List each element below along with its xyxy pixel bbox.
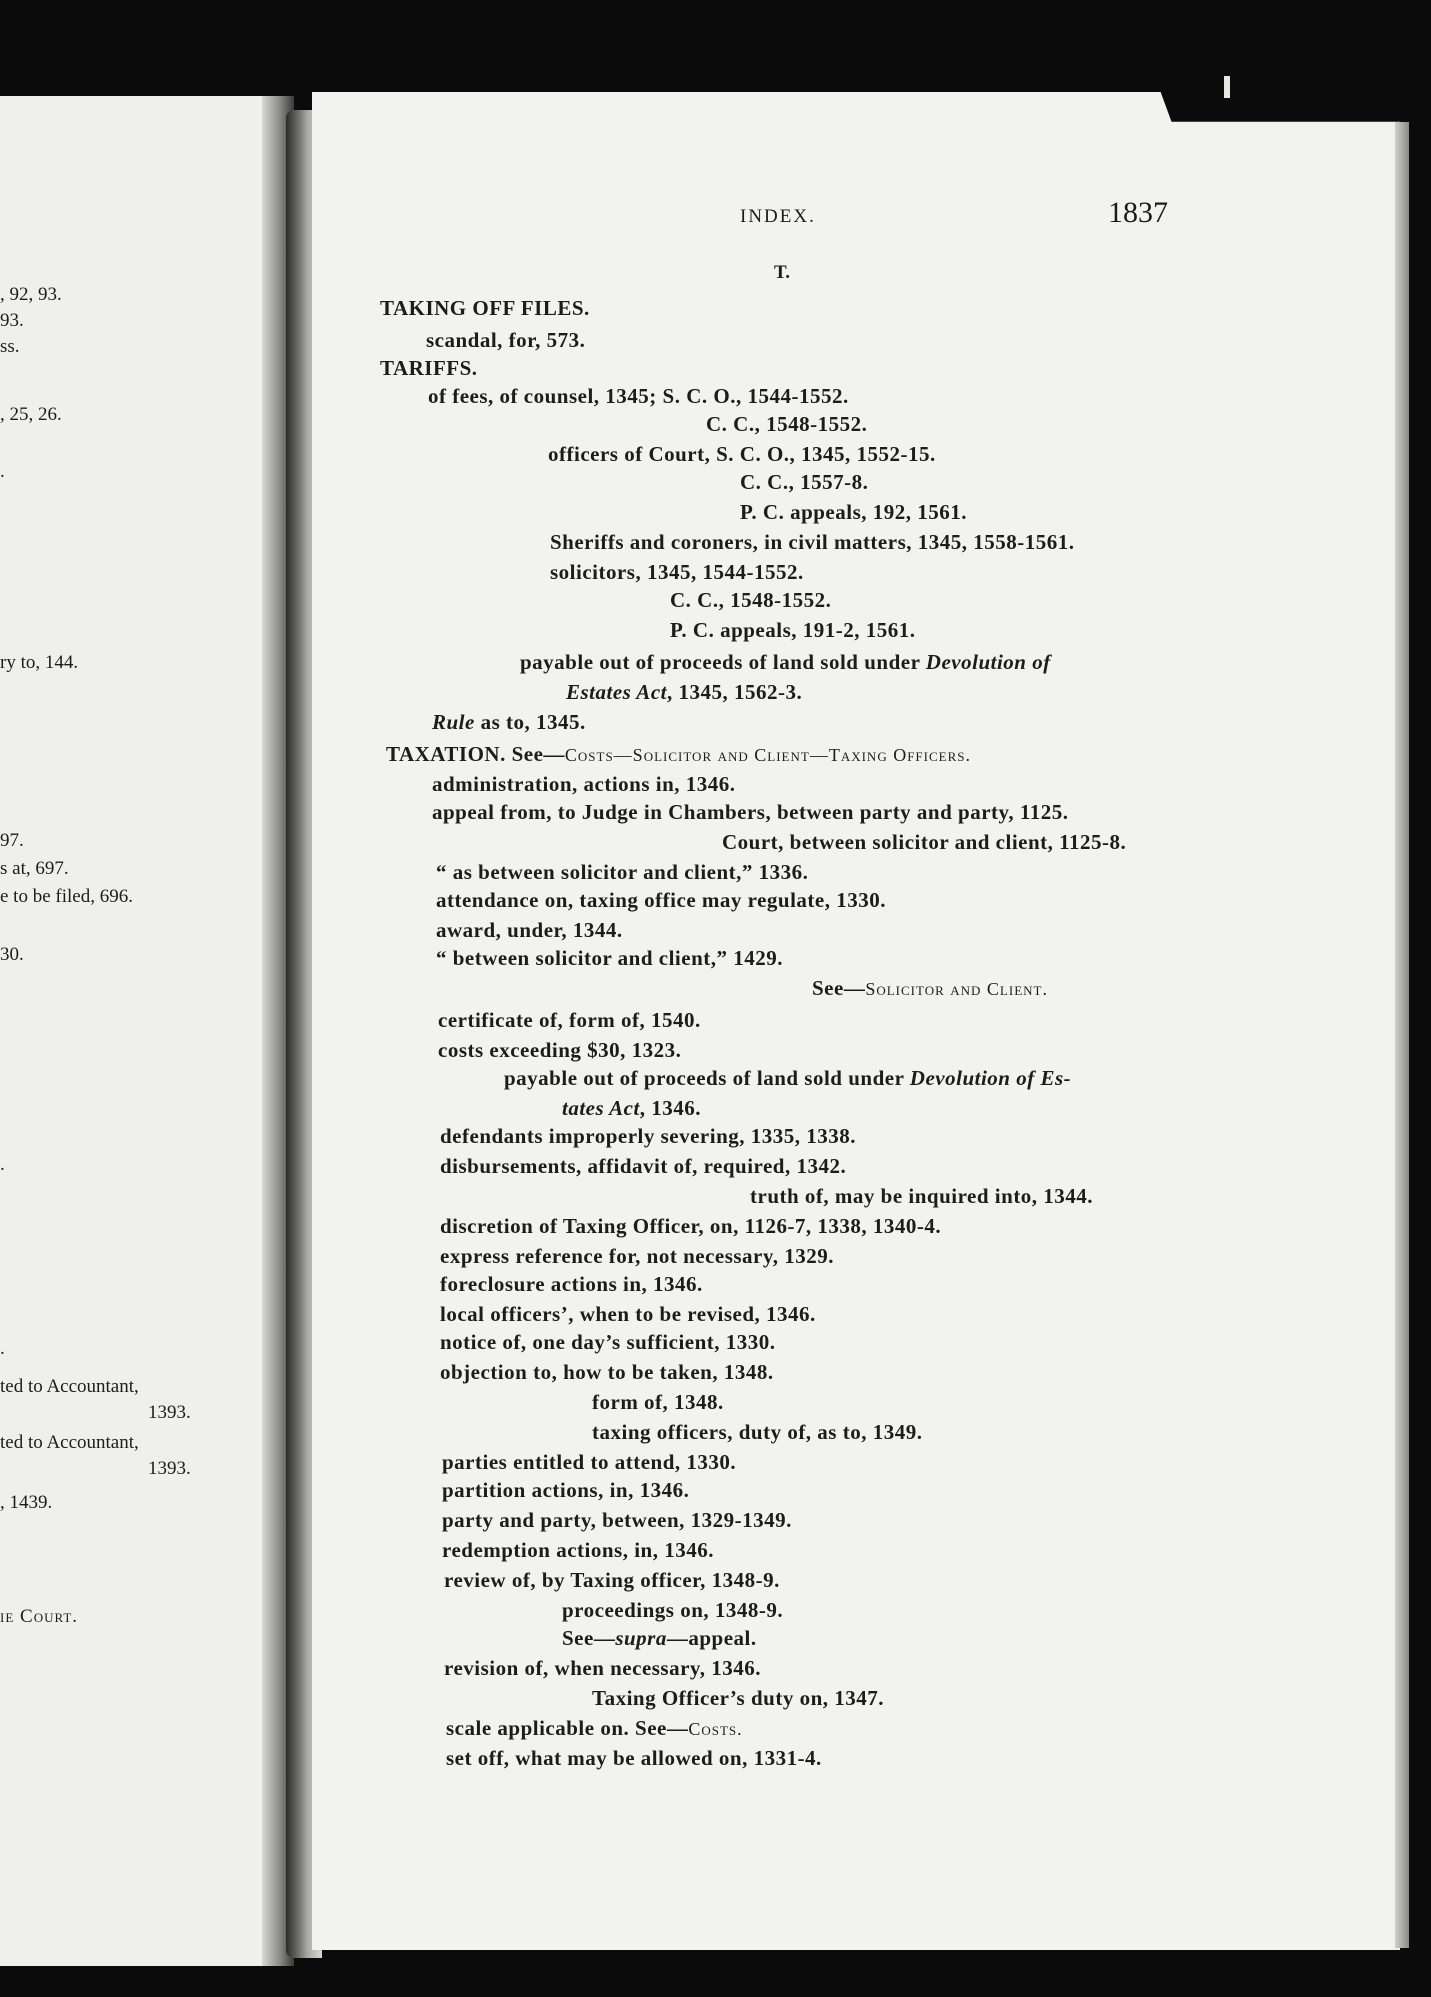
entry-italic: supra <box>615 1626 667 1650</box>
entry-text: costs exceeding $30, 1323. <box>438 1038 682 1062</box>
entry-text: Court, between solicitor and client, 1125-8. <box>722 830 1127 854</box>
entry-text: form of, 1348. <box>592 1390 724 1414</box>
entry-text: review of, by Taxing officer, 1348-9. <box>444 1568 780 1592</box>
entry-text: scandal, for, 573. <box>426 328 586 352</box>
entry-text: partition actions, in, 1346. <box>442 1478 690 1502</box>
left-line: 1393. <box>148 1458 191 1479</box>
index-entry <box>812 976 1048 1001</box>
index-entry <box>432 772 736 797</box>
index-entry <box>670 618 916 643</box>
index-entry <box>520 650 1051 675</box>
left-line: s at, 697. <box>0 858 69 879</box>
left-line: . <box>0 461 5 482</box>
entry-pre: payable out of proceeds of land sold under <box>504 1066 910 1090</box>
index-entry <box>442 1508 792 1533</box>
entry-sc: Costs. <box>688 1719 743 1739</box>
index-entry <box>440 1330 776 1355</box>
left-line: 97. <box>0 830 24 851</box>
left-page <box>0 96 282 1966</box>
entry-text: C. C., 1557-8. <box>740 470 869 494</box>
entry-text: P. C. appeals, 191-2, 1561. <box>670 618 916 642</box>
index-entry <box>440 1272 703 1297</box>
index-entry <box>438 1038 681 1063</box>
index-entry <box>426 328 585 353</box>
entry-pre: See— <box>812 976 866 1000</box>
left-line: , 1439. <box>0 1492 53 1513</box>
section-letter: T. <box>774 262 791 283</box>
index-entry <box>706 412 867 437</box>
index-entry <box>548 442 936 467</box>
page-number: 1837 <box>1108 196 1168 229</box>
index-entry <box>550 530 1074 555</box>
index-entry <box>446 1716 743 1741</box>
entry-pre: See— <box>562 1626 616 1650</box>
index-entry <box>436 918 623 943</box>
entry-text: truth of, may be inquired into, 1344. <box>750 1184 1094 1208</box>
index-entry <box>592 1390 724 1415</box>
entry-text: of fees, of counsel, 1345; S. C. O., 1544-1552. <box>428 384 849 408</box>
entry-text: solicitors, 1345, 1544-1552. <box>550 560 804 584</box>
entry-text: attendance on, taxing office may regulate, 1330. <box>436 888 886 912</box>
entry-pre: payable out of proceeds of land sold under <box>520 650 926 674</box>
index-entry <box>562 1626 757 1651</box>
entry-italic: Devolution of <box>925 650 1051 674</box>
index-entry <box>440 1244 834 1269</box>
entry-italic: Estates Act <box>566 680 667 704</box>
entry-text: foreclosure actions in, 1346. <box>440 1272 703 1296</box>
index-entry <box>440 1360 774 1385</box>
index-entry <box>380 296 590 321</box>
entry-text: “ between solicitor and client,” 1429. <box>436 946 784 970</box>
index-entry <box>432 800 1068 825</box>
entry-text: P. C. appeals, 192, 1561. <box>740 500 968 524</box>
entry-text: certificate of, form of, 1540. <box>438 1008 701 1032</box>
entry-italic: Devolution of Es- <box>909 1066 1072 1090</box>
index-entry <box>670 588 831 613</box>
index-entry <box>562 1598 783 1623</box>
index-entry <box>440 1154 846 1179</box>
entry-post: , 1346. <box>639 1096 702 1120</box>
entry-text: C. C., 1548-1552. <box>670 588 832 612</box>
entry-text: revision of, when necessary, 1346. <box>444 1656 762 1680</box>
index-entry <box>442 1538 714 1563</box>
entry-text: Taxing Officer’s duty on, 1347. <box>592 1686 885 1710</box>
left-line: , 25, 26. <box>0 404 62 425</box>
entry-italic: tates Act <box>562 1096 640 1120</box>
index-entry <box>386 742 971 767</box>
index-entry <box>380 356 478 381</box>
index-entry <box>438 1008 701 1033</box>
entry-text: proceedings on, 1348-9. <box>562 1598 784 1622</box>
running-header: INDEX. <box>740 206 816 227</box>
entry-post: —appeal. <box>666 1626 757 1650</box>
index-entry <box>566 680 802 705</box>
left-line: ry to, 144. <box>0 652 79 673</box>
entry-text: discretion of Taxing Officer, on, 1126-7, 1338, 1340-4. <box>440 1214 942 1238</box>
index-entry <box>740 500 967 525</box>
index-entry <box>562 1096 701 1121</box>
index-entry <box>444 1656 761 1681</box>
index-entry <box>504 1066 1071 1091</box>
left-line: 30. <box>0 944 24 965</box>
index-entry <box>550 560 804 585</box>
left-line: e to be filed, 696. <box>0 886 133 907</box>
entry-pre: scale applicable on. See— <box>446 1716 689 1740</box>
left-line: . <box>0 1338 5 1359</box>
entry-text: local officers’, when to be revised, 1346. <box>440 1302 816 1326</box>
index-entry <box>440 1214 941 1239</box>
page-edge <box>1395 122 1409 1948</box>
left-line: , 92, 93. <box>0 284 62 305</box>
entry-text: disbursements, affidavit of, required, 1342. <box>440 1154 847 1178</box>
entry-text: taxing officers, duty of, as to, 1349. <box>592 1420 923 1444</box>
index-entry <box>446 1746 822 1771</box>
left-line: ted to Accountant, <box>0 1432 139 1453</box>
entry-text: “ as between solicitor and client,” 1336. <box>436 860 809 884</box>
left-line: ie Court. <box>0 1606 79 1627</box>
entry-text: redemption actions, in, 1346. <box>442 1538 714 1562</box>
entry-text: defendants improperly severing, 1335, 1338. <box>440 1124 857 1148</box>
page-tab <box>1224 76 1230 98</box>
entry-text: party and party, between, 1329-1349. <box>442 1508 792 1532</box>
index-entry <box>442 1478 689 1503</box>
entry-text: C. C., 1548-1552. <box>706 412 868 436</box>
entry-text: objection to, how to be taken, 1348. <box>440 1360 774 1384</box>
index-entry <box>428 384 849 409</box>
entry-italic: Rule <box>432 710 475 734</box>
entry-text: officers of Court, S. C. O., 1345, 1552-15. <box>548 442 936 466</box>
index-entry <box>440 1124 856 1149</box>
index-entry <box>442 1450 736 1475</box>
entry-sc: Solicitor and Client. <box>865 979 1048 999</box>
entry-text: parties entitled to attend, 1330. <box>442 1450 737 1474</box>
entry-text: TARIFFS. <box>380 356 478 380</box>
index-entry <box>436 946 783 971</box>
index-entry <box>436 860 808 885</box>
entry-text: set off, what may be allowed on, 1331-4. <box>446 1746 822 1770</box>
index-entry <box>436 888 886 913</box>
entry-text: award, under, 1344. <box>436 918 623 942</box>
entry-post: , 1345, 1562-3. <box>666 680 803 704</box>
left-line: . <box>0 1154 5 1175</box>
entry-text: express reference for, not necessary, 1329. <box>440 1244 834 1268</box>
index-entry <box>740 470 868 495</box>
index-entry <box>722 830 1126 855</box>
entry-sc: Costs—Solicitor and Client—Taxing Officers. <box>564 745 972 765</box>
index-entry <box>592 1420 922 1445</box>
index-entry <box>750 1184 1093 1209</box>
entry-text: TAKING OFF FILES. <box>380 296 590 320</box>
entry-text: administration, actions in, 1346. <box>432 772 736 796</box>
entry-text: Sheriffs and coroners, in civil matters, 1345, 1558-1561. <box>550 530 1075 554</box>
left-line: 93. <box>0 310 24 331</box>
index-entry <box>440 1302 816 1327</box>
entry-text: appeal from, to Judge in Chambers, between party and party, 1125. <box>432 800 1069 824</box>
left-line: ted to Accountant, <box>0 1376 139 1397</box>
entry-pre: TAXATION. See— <box>386 742 565 766</box>
left-line: 1393. <box>148 1402 191 1423</box>
entry-post: as to, 1345. <box>474 710 586 734</box>
index-entry <box>444 1568 780 1593</box>
index-entry <box>432 710 586 735</box>
index-entry <box>592 1686 884 1711</box>
left-line: ss. <box>0 336 20 357</box>
entry-text: notice of, one day’s sufficient, 1330. <box>440 1330 776 1354</box>
